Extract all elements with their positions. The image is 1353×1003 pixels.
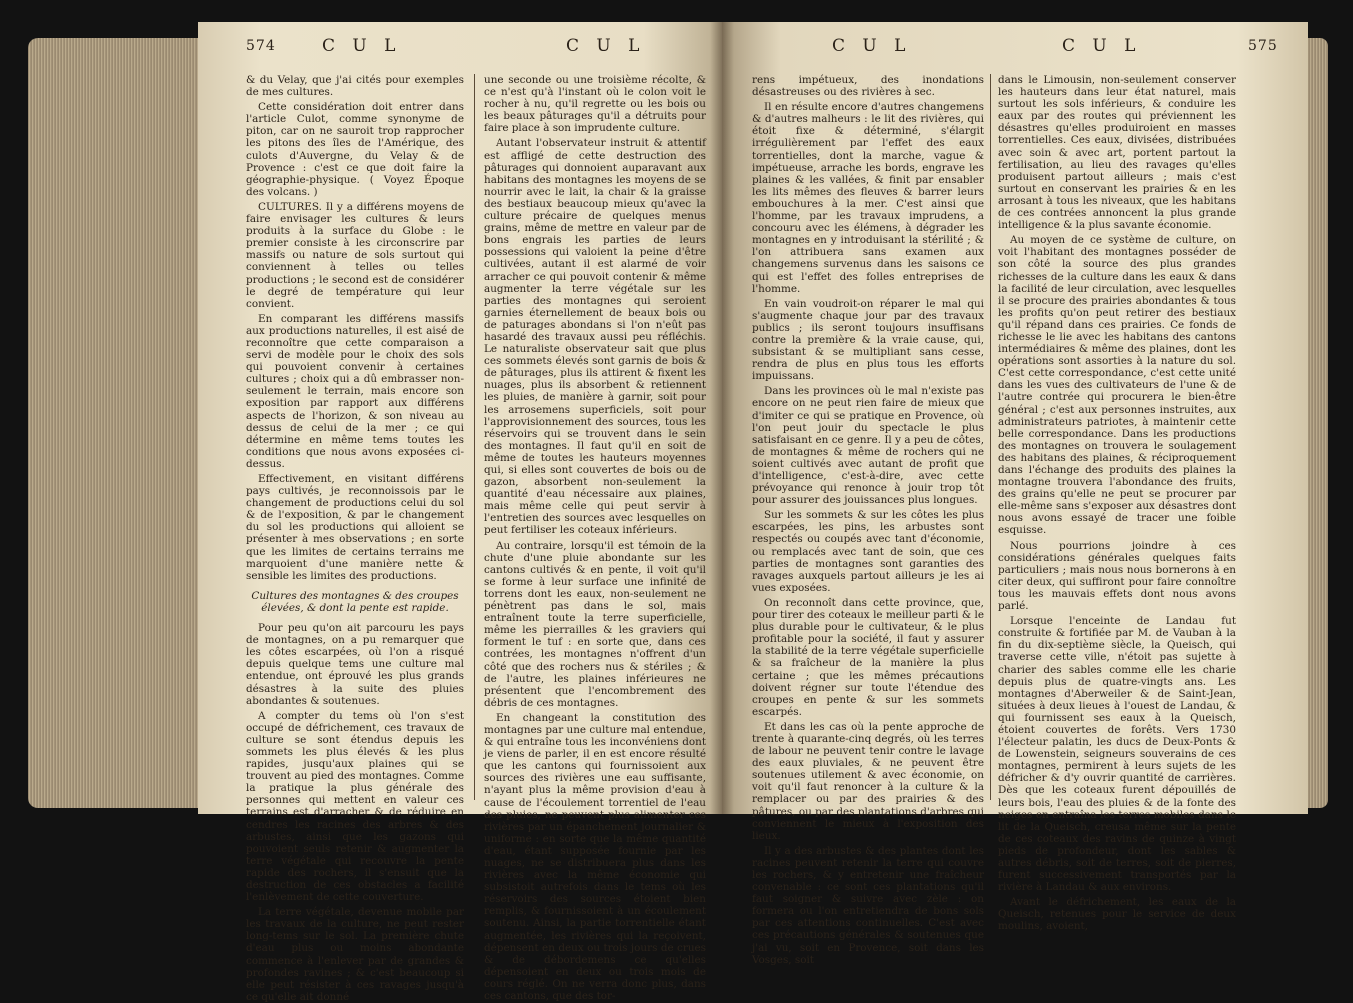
paragraph: En changeant la constitution des montagnes par une culture mal entendue, & qui entraîne tous les inconvéniens dont je viens de parler, il en est encore résulté que les cantons qui fournissoient aux sources des rivières une eau suffisante, n'ayant plus la même provision d'eau à cause de l'écoulement torrentiel de l'eau des pluies, ne peuvent plus alimenter ces rivières par un épanchement journalier & uniforme : en sorte que la même quantité d'eau, étant supposée fournie par les nuages, ne se distribuera plus dans les rivières avec la même économie qui subsistoit autrefois dans le tems où les réservoirs des sources étoient bien remplis, & fournissoient à un écoulement soutenu. Ainsi, la partie torrentielle étant augmentée, les rivières qui la reçoivent, dépensent en deux ou trois jours de crues & de débordemens ce qu'elles dépensoient en deux ou trois mois de cours réglé. On ne verra donc plus, dans ces cantons, que des tor- <box>484 711 706 1003</box>
paragraph: Et dans les cas où la pente approche de trente à quarante-cinq degrés, où les terres de labour ne peuvent tenir contre le lavage des eaux pluviales, & ne peuvent être soutenues utilement & avec économie, on voit qu'il faut renoncer à la culture & la remplacer ou par des prairies & des pâtures, ou par des plantations d'arbres qui conviennent le mieux à l'exposition des lieux. <box>752 720 984 842</box>
section-subheading: Cultures des montagnes & des croupes élevées, & dont la pente est rapide. <box>251 589 459 614</box>
left-page-number: 574 <box>246 38 276 54</box>
column-rule <box>474 74 475 800</box>
right-page-header <box>722 36 1308 64</box>
paragraph: Dans les provinces où le mal n'existe pas encore on ne peut rien faire de mieux que d'imiter ce qui se pratique en Provence, où l'on peut jouir du spectacle le plus satisfaisant en ce genre. Il y a peu de côtes, de montagnes & même de rochers qui ne soient cultivés avec autant de profit que d'intelligence, c'est-à-dire, avec cette prévoyance qui renonce à jouir trop tôt pour assurer des jouissances plus longues. <box>752 385 984 507</box>
paragraph: Sur les sommets & sur les côtes les plus escarpées, les pins, les arbustes sont respectés ou coupés avec tant d'économie, ou remplacés avec tant de soin, que ces parties de montagnes sont garanties des ravages auxquels partout ailleurs je les ai vues exposées. <box>752 509 984 594</box>
paragraph: Au contraire, lorsqu'il est témoin de la chute d'une pluie abondante sur les cantons cultivés & en pente, il voit qu'il se forme à leur surface une infinité de torrens dont les eaux, non-seulement ne pénètrent pas dans le sol, mais entraînent toute la terre superficielle, même les pierrailles & les graviers qui forment le tuf : en sorte que, dans ces contrées, les montagnes n'offrent d'un côté que des rochers nus & stériles ; & de l'autre, les plaines inférieures ne présentent que l'encombrement des débris de ces montagnes. <box>484 539 706 709</box>
left-page-column-1 <box>246 74 464 1003</box>
paragraph: Nous pourrions joindre à ces considérations générales quelques faits particuliers ; mais nous nous bornerons à en citer deux, qui suffiront pour faire connoître tous les mauvais effets dont nous avons parlé. <box>998 539 1236 613</box>
right-running-head-2: C U L <box>1062 36 1142 56</box>
paragraph: Effectivement, en visitant différens pays cultivés, je reconnoissois par le changement de productions celui du sol & de l'exposition, & par le changement du sol les productions qui alloient se présenter à mes observations ; en sorte que les limites de certains terrains me marquoient d'une manière nette & sensible les limites des productions. <box>246 473 464 582</box>
paragraph: CULTURES. Il y a différens moyens de faire envisager les cultures & leurs produits à la surface du Globe : le premier consiste à les circonscrire par massifs ou nature de sols surtout qui conviennent à telles ou telles productions ; le second est de considérer le degré de température qui leur convient. <box>246 200 464 310</box>
paragraph: une seconde ou une troisième récolte, & ce n'est qu'à l'instant où le colon voit le rocher à nu, qu'il regrette ou les bois ou les beaux pâturages qu'il a détruits pour faire place à son imprudente culture. <box>484 74 706 135</box>
paragraph: A compter du tems où l'on s'est occupé de défrichement, ces travaux de culture se sont étendus depuis les sommets les plus élevés & les plus rapides, jusqu'aux plaines qui se trouvent au pied des montagnes. Comme la pratique la plus générale des personnes qui mettent en valeur ces terrains est d'arracher & de réduire en cendres les racines des arbres & des arbustes, ainsi que les gazons qui pouvoient seuls retenir & augmenter la terre végétale qui recouvre la pente rapide des rochers, il s'ensuit que la destruction de ces obstacles a facilité l'enlèvement de cette couverture. <box>246 709 464 904</box>
paragraph: En comparant les différens massifs aux productions naturelles, il est aisé de reconnoître que cette comparaison a servi de modèle pour le choix des sols qui pouvoient convenir à certaines cultures ; choix qui a dû embrasser non-seulement le terrain, mais encore son exposition par rapport aux différens aspects de l'horizon, & son niveau au dessus de celui de la mer ; ce qui détermine en même tems toutes les conditions que nous avons exposées ci-dessus. <box>246 312 464 470</box>
paragraph: En vain voudroit-on réparer le mal qui s'augmente chaque jour par des travaux publics ; ils seront toujours insuffisans contre la première & la vraie cause, qui, subsistant & se multipliant sans cesse, rendra de plus en plus tous les efforts impuissans. <box>752 297 984 383</box>
paragraph: Autant l'observateur instruit & attentif est affligé de cette destruction des pâturages qui donnoient auparavant aux habitans des montagnes les moyens de se nourrir avec le lait, la chair & la graisse des bestiaux beaucoup mieux qu'avec la culture précaire de quelques menus grains, même de mettre en valeur par de bons engrais les parties de leurs possessions qui valoient la peine d'être cultivées, autant il est alarmé de voir arracher ce qui pouvoit contenir & même augmenter la terre végétale sur les parties des montagnes qui seroient garnies éternellement de beaux bois ou de paturages abondans si l'on n'eût pas hasardé des travaux aussi peu réfléchis. Le naturaliste observateur sait que plus ces sommets élevés sont garnis de bois & de pâturages, plus ils attirent & fixent les nuages, plus ils absorbent & retiennent les pluies, de manière à garnir, soit pour les arrosemens superficiels, soit pour l'approvisionnement des sources, tous les réservoirs qui se trouvent dans le sein des montagnes. Il faut qu'il en soit de même de toutes les hauteurs moyennes qui, si elles sont couvertes de bois ou de gazon, absorbent non-seulement la quantité d'eau nécessaire aux plaines, mais même celle qui peut servir à l'entretien des sources avec lesquelles on peut fertiliser les coteaux inférieurs. <box>484 137 706 537</box>
left-page <box>198 22 722 1003</box>
paragraph: rens impétueux, des inondations désastreuses ou des rivières à sec. <box>752 74 984 99</box>
right-page-edges <box>1306 38 1328 808</box>
left-page-column-2 <box>484 74 706 1003</box>
paragraph: Pour peu qu'on ait parcouru les pays de montagnes, on a pu remarquer que les côtes escarpées, où l'on a risqué depuis quelque tems une culture mal entendue, ont éprouvé les plus grands désastres à la suite des pluies abondantes & soutenues. <box>246 622 464 707</box>
left-running-head-1: C U L <box>322 36 402 56</box>
paragraph: Cette considération doit entrer dans l'article Culot, comme synonyme de piton, car on ne sauroit trop rapprocher les pitons des îles de l'Amérique, des culots d'Auvergne, du Velay & de Provence : c'est ce que doit faire la géographie-physique. ( Voyez Époque des volcans. ) <box>246 101 464 198</box>
paragraph: Il en résulte encore d'autres changemens & d'autres malheurs : le lit des rivières, qui étoit fixe & déterminé, s'élargit irrégulièrement par l'effet des eaux torrentielles, dont la marche, vague & impétueuse, arrache les bords, engrave les plaines & les vallées, & finit par ensabler les lits mêmes des fleuves & barrer leurs embouchures à la mer. C'est ainsi que l'homme, par les travaux imprudens, a concouru avec les élémens, à dégrader les montagnes en y introduisant la stérilité ; & l'on attribuera sans examen aux changemens survenus dans les saisons ce qui est l'effet des folles entreprises de l'homme. <box>752 101 984 295</box>
paragraph: Il y a des arbustes & des plantes dont les racines peuvent retenir la terre qui couvre les rochers, & y entretenir une fraîcheur convenable : ce sont ces plantations qu'il faut soigner & suivre avec zèle : on formera ou l'on entretiendra de bons sols par ces attentions continuelles. C'est avec ces précautions générales & soutenues que j'ai vu, soit en Provence, soit dans les Vosges, soit <box>752 844 984 966</box>
book-gutter <box>710 22 734 814</box>
right-page <box>722 22 1308 966</box>
left-running-head-2: C U L <box>566 36 646 56</box>
paragraph: La terre végétale, devenue mobile par les travaux de la culture, ne peut rester long-tems sur le sol. La première chute d'eau plus ou moins abondante commence à l'enlever par de grandes & profondes ravines ; & c'est beaucoup si elle peut résister à ces ravages jusqu'à ce qu'elle ait donné <box>246 906 464 1003</box>
paragraph: Au moyen de ce système de culture, on voit l'habitant des montagnes posséder de son côté la source des plus grandes richesses de la culture dans les eaux & dans la facilité de leur circulation, avec lesquelles il se procure des prairies abondantes & tous les profits qu'on peut retirer des bestiaux qu'il répand dans ces prairies. Ce fonds de richesse le lie avec les habitans des cantons intermédiaires & même des plaines, dont les opérations sont assorties à la nature du sol. C'est cette correspondance, c'est cette unité dans les vues des cultivateurs de l'une & de l'autre contrée qui procurera le bien-être général ; c'est aux personnes instruites, aux administrateurs patriotes, à maintenir cette belle correspondance. Dans les productions des montagnes on trouvera le soulagement des habitans des plaines, & réciproquement dans l'échange des produits des plaines la montagne trouvera l'abondance des fruits, des grains qu'elle ne peut se procurer par elle-même sans s'exposer aux désastres dont nous avons essayé de tracer une foible esquisse. <box>998 234 1236 537</box>
paragraph: On reconnoît dans cette province, que, pour tirer des coteaux le meilleur parti & le plus durable pour le cultivateur, & le plus profitable pour la société, il faut y assurer la stabilité de la terre végétale superficielle & sa fraîcheur de la manière la plus certaine ; que les mêmes précautions doivent régner sur toute l'étendue des croupes en pente & sur les sommets escarpés. <box>752 596 984 718</box>
paragraph: & du Velay, que j'ai cités pour exemples de mes cultures. <box>246 74 464 99</box>
right-page-column-2 <box>998 74 1236 933</box>
right-running-head-1: C U L <box>832 36 912 56</box>
right-page-column-1 <box>752 74 984 966</box>
paragraph: Lorsque l'enceinte de Landau fut construite & fortifiée par M. de Vauban à la fin du dix-septième siècle, la Queisch, qui traverse cette ville, n'étoit pas sujette à charier des sables comme elle les charie depuis plus de quatre-vingts ans. Les montagnes d'Aberweiler & de Saint-Jean, situées à deux lieues à l'ouest de Landau, & qui fournissent ses eaux à la Queisch, étoient couvertes de forêts. Vers 1730 l'électeur palatin, les ducs de Deux-Ponts & de Lowenstein, seigneurs souverains de ces montagnes, permirent à leurs sujets de les défricher & d'y ouvrir quantité de carrières. Dès que les coteaux furent dépouillés de leurs bois, l'eau des pluies & de la fonte des neiges en entraîna les terres mobiles dans le lit de la Queisch, creusa même sur la pente de ces coteaux des ravins de quinze à vingt pieds de profondeur, dont les sables & autres débris, soit de terres, soit de pierres, furent successivement transportés par la rivière à Landau & aux environs. <box>998 615 1236 894</box>
column-rule <box>990 74 991 800</box>
open-book <box>28 14 1328 1003</box>
paragraph: Avant le défrichement, les eaux de la Queisch, retenues pour le service de deux moulins, avoient, <box>998 896 1236 933</box>
paragraph: dans le Limousin, non-seulement conserver les hauteurs dans leur état naturel, mais surtout les sols inférieurs, & conduire les eaux par des routes qui préviennent les désastres qu'elles produiroient en masses torrentielles. Ces eaux, divisées, distribuées avec soin & avec art, portent partout la fertilisation, au lieu des ravages qu'elles produisent partout ailleurs ; mais c'est surtout en conservant les prairies & en les arrosant à tous les niveaux, que les habitans de ces contrées annoncent la plus grande intelligence & la plus savante économie. <box>998 74 1236 232</box>
left-page-header <box>198 36 722 64</box>
right-page-number: 575 <box>1248 38 1278 54</box>
